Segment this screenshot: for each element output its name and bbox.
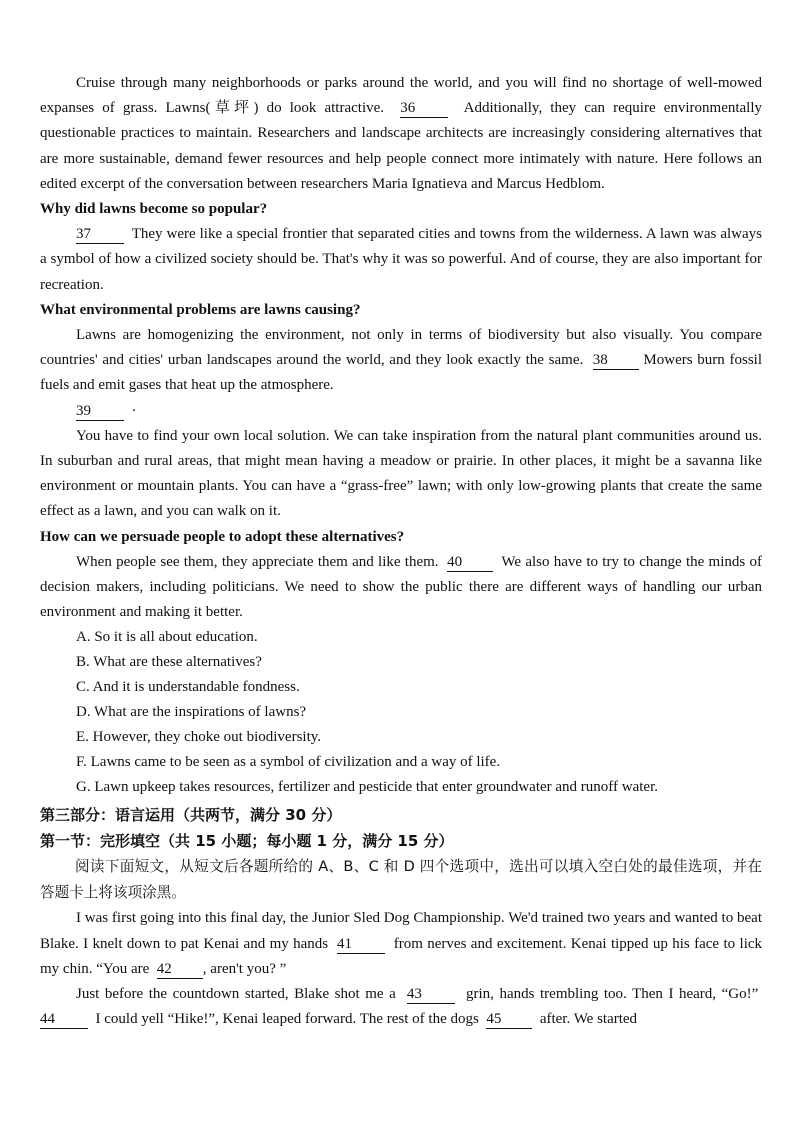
cloze-2-text-4: after. We started (539, 1011, 638, 1028)
cloze-2-text-3: I could yell “Hike!”, Kenai leaped forward. The rest of the dogs (95, 1011, 479, 1028)
option-c: C. And it is understandable fondness. (76, 679, 300, 696)
cloze-2-text-1: Just before the countdown started, Blake shot me a (76, 986, 396, 1003)
intro-text-1: Cruise through many neighborhoods or parks around the world, and you will find no shortage of well-mowed expanses of grass. Lawns(草坪) do look attractive. (40, 75, 762, 117)
blank-37: 37 (76, 226, 124, 244)
intro-paragraph (40, 71, 762, 197)
question-heading-3: How can we persuade people to adopt these alternatives? (40, 528, 405, 545)
option-f: F. Lawns came to be seen as a symbol of civilization and a way of life. (76, 754, 501, 771)
section1-heading: 第一节：完形填空（共 15 小题；每小题 1 分，满分 15 分） (40, 832, 454, 851)
blank-45: 45 (486, 1011, 532, 1029)
blank-36: 36 (400, 100, 448, 118)
blank-42: 42 (157, 961, 203, 979)
option-a: A. So it is all about education. (76, 629, 258, 646)
option-d: D. What are the inspirations of lawns? (76, 704, 307, 721)
answer-paragraph-3: You have to find your own local solution. We can take inspiration from the natural plant communities around us. In suburban and rural areas, that might mean having a meadow or prairie. In other places, it might be a savanna like environment or mountain plants. You can have a “grass-free” lawn; with only low-growing plants that create the same effect as a lawn, and you can walk on it. (40, 427, 762, 520)
question-heading-2: What environmental problems are lawns causing? (40, 301, 361, 318)
answer-4-text-1: When people see them, they appreciate them and like them. (76, 553, 439, 570)
option-b: B. What are these alternatives? (76, 654, 262, 671)
answer-2-text-2: Mowers burn fossil fuels and emit gases that heat up the atmosphere. (40, 352, 763, 394)
option-e: E. However, they choke out biodiversity. (76, 729, 322, 746)
cloze-1-text-1: I was first going into this final day, the Junior Sled Dog Championship. We'd trained two years and wanted to beat Blake. I knelt down to pat Kenai and my hands (40, 910, 762, 952)
answer-2-text-1: Lawns are homogenizing the environment, not only in terms of biodiversity but also visually. You compare countries' and cities' urban landscapes around the world, and they look exactly the same. (40, 327, 762, 369)
blank-40: 40 (447, 554, 493, 572)
answer-paragraph-1 (40, 222, 762, 298)
blank-39: 39 (76, 403, 124, 421)
part3-heading: 第三部分：语言运用（共两节，满分 30 分） (40, 806, 342, 825)
blank-39-line (40, 399, 762, 424)
cloze-instructions: 阅读下面短文，从短文后各题所给的 A、B、C 和 D 四个选项中，选出可以填入空白处的最佳选项，并在答题卡上将该项涂黑。 (40, 858, 762, 902)
options-list (40, 625, 762, 800)
answer-4-text-2: We also have to try to change the minds of decision makers, including politicians. We need to show the public there are different ways of handling our urban environment and making it better. (40, 553, 763, 621)
cloze-1-text-2: from nerves and excitement. Kenai tipped up his face to lick my chin. “You are (40, 935, 763, 977)
answer-paragraph-4 (40, 550, 762, 626)
cloze-paragraph-2 (40, 982, 762, 1032)
question-heading-1: Why did lawns become so popular? (40, 201, 268, 218)
exam-page (40, 71, 762, 1032)
cloze-paragraph-1 (40, 906, 762, 982)
answer-1-text: They were like a special frontier that separated cities and towns from the wilderness. A lawn was always a symbol of how a civilized society should be. That's why it was so powerful. And of course, they are also important for recreation. (40, 226, 762, 293)
blank-44: 44 (40, 1011, 88, 1029)
blank-39-dot: · (131, 402, 137, 419)
intro-text-2: Additionally, they can require environmentally questionable practices to maintain. Researchers and landscape architects are increasingly considering alternatives that are more sustainable, demand fewer resources and help people connect more intimately with nature. Here follows an edited excerpt of the conversation between researchers Maria Ignatieva and Marcus Hedblom. (40, 100, 763, 192)
option-g: G. Lawn upkeep takes resources, fertilizer and pesticide that enter groundwater and runoff water. (76, 779, 658, 796)
blank-41: 41 (337, 936, 385, 954)
answer-paragraph-2 (40, 323, 762, 399)
cloze-2-text-2: grin, hands trembling too. Then I heard, “Go!” (465, 986, 759, 1003)
blank-38: 38 (593, 352, 639, 370)
cloze-1-text-3: , aren't you? ” (202, 960, 287, 977)
blank-43: 43 (407, 986, 455, 1004)
